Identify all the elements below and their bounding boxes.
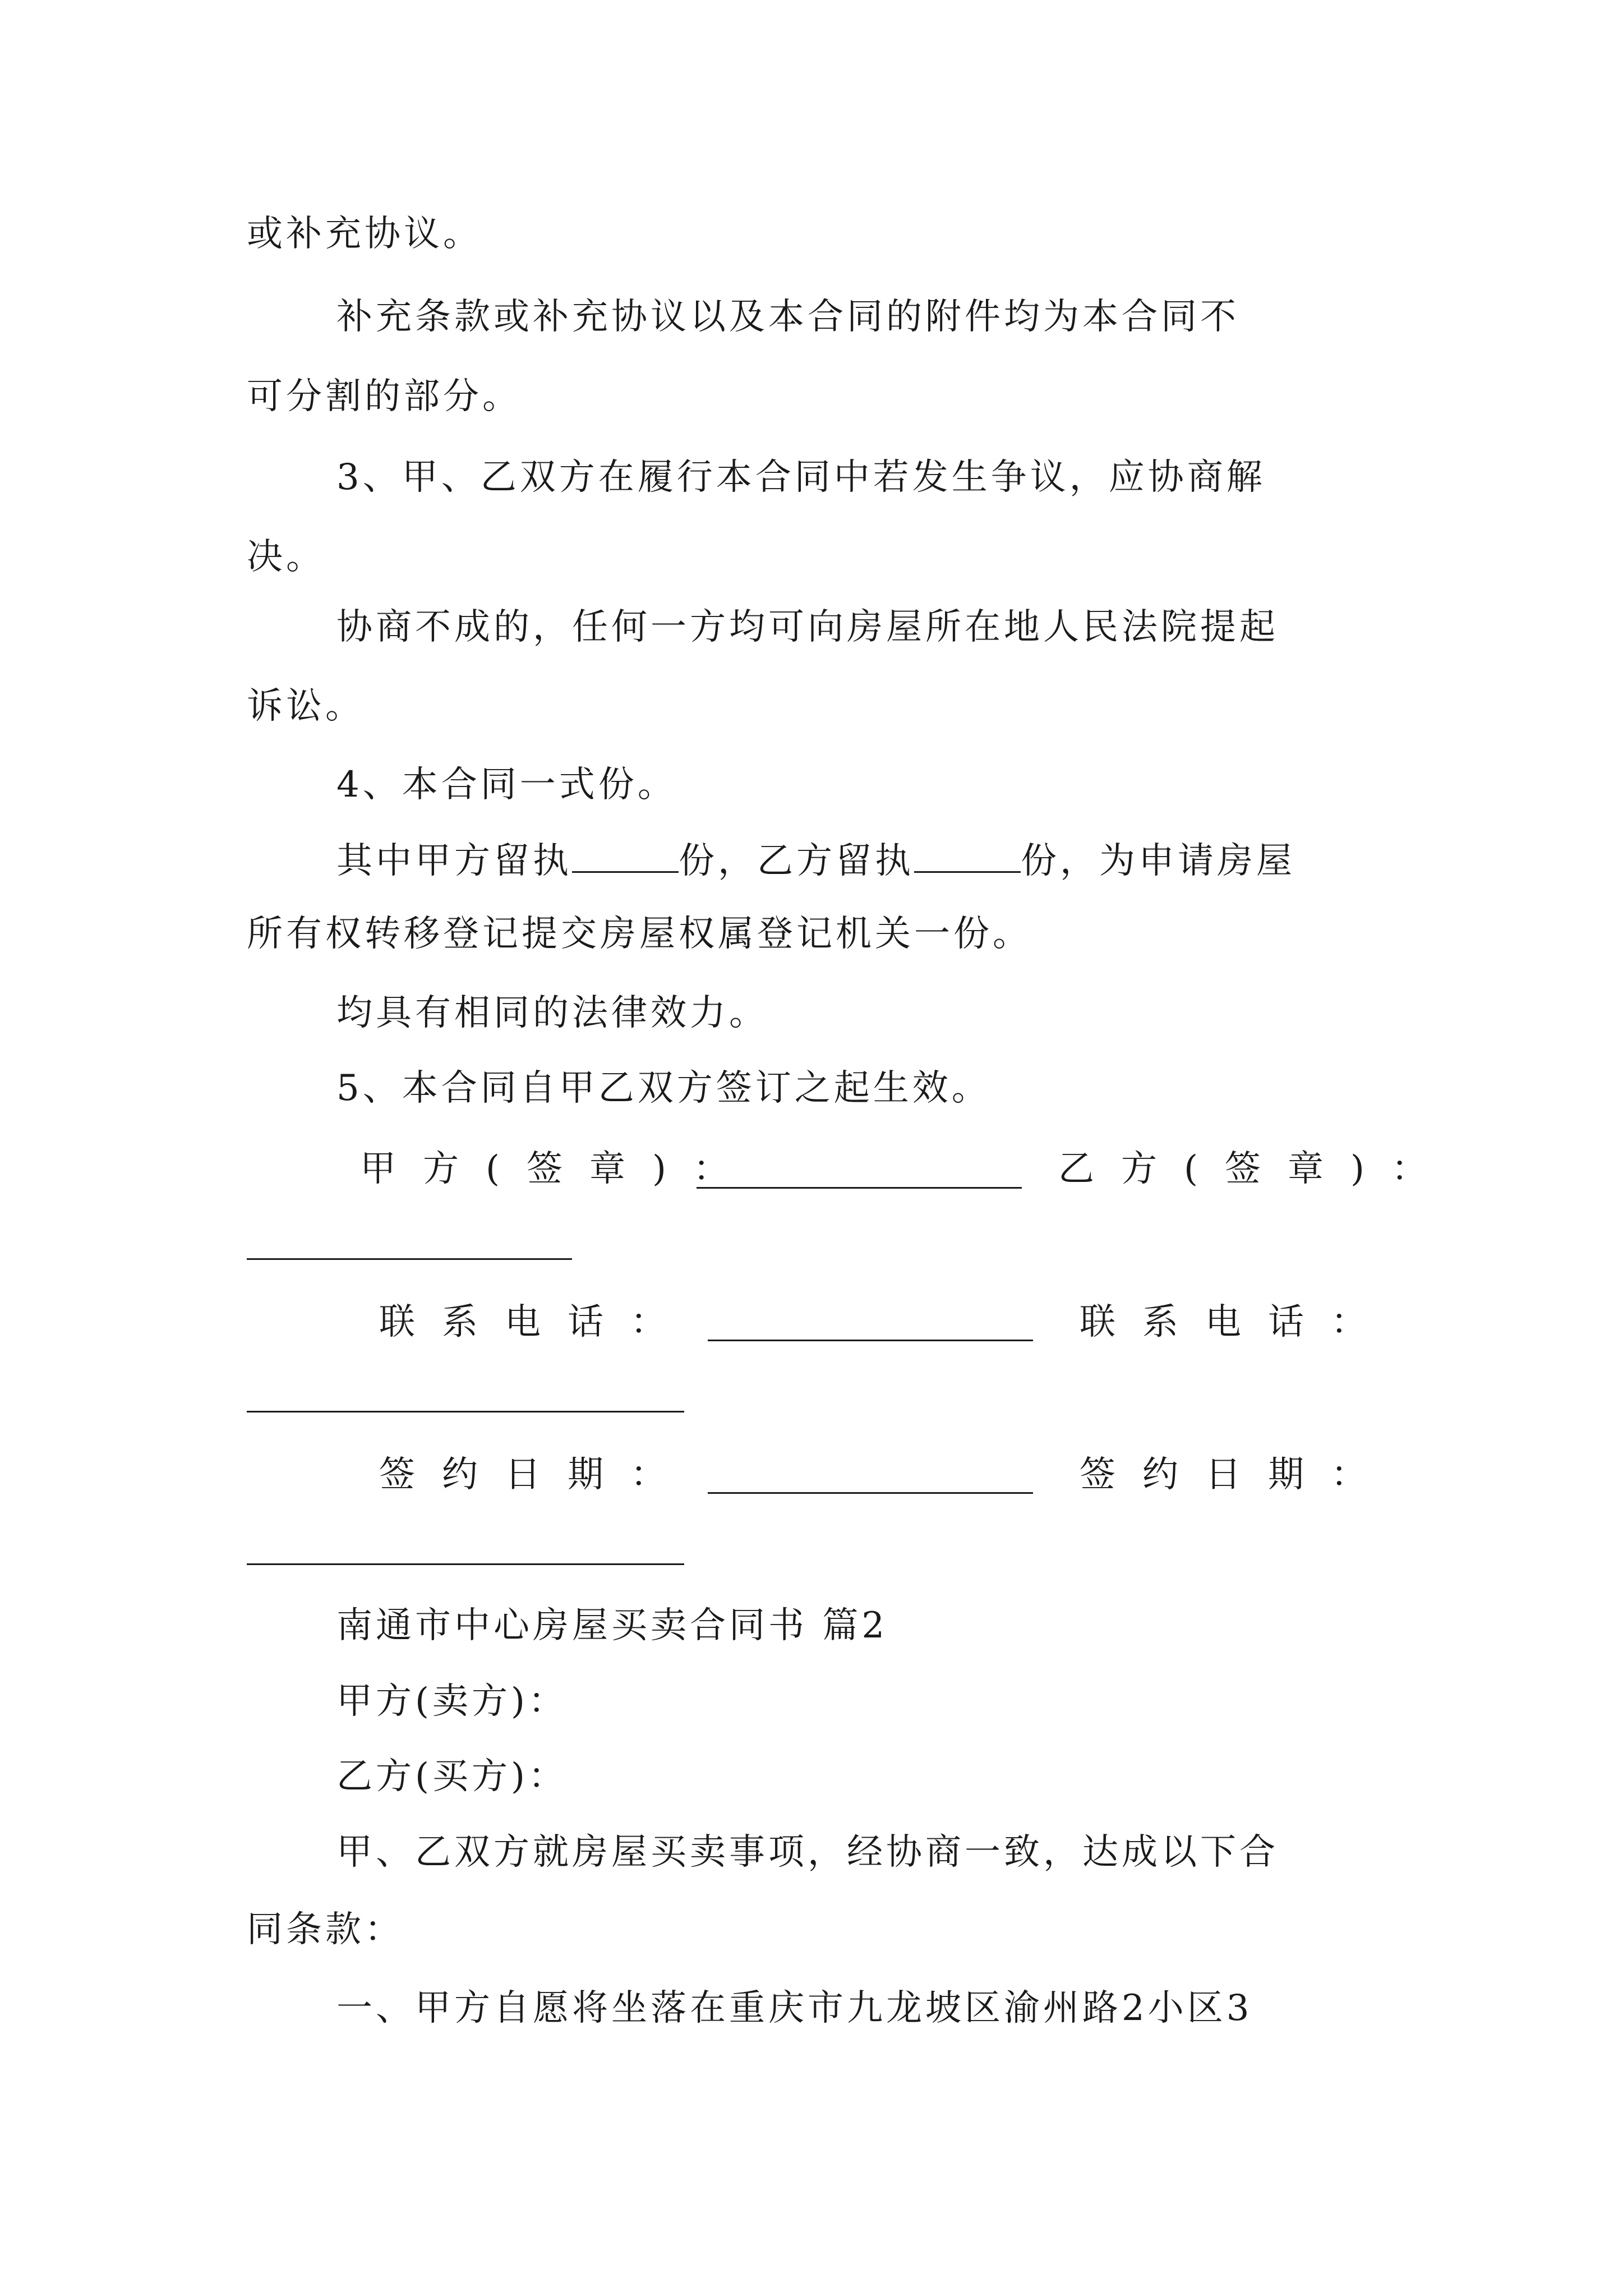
copies-line <box>336 840 1295 882</box>
party-a-seal-label: 甲方(签章)： <box>360 1148 756 1190</box>
date-b-label: 签约日期： <box>1080 1454 1394 1496</box>
text-line: 或补充协议。 <box>247 213 482 255</box>
section-title: 南通市中心房屋买卖合同书 篇2 <box>336 1605 888 1646</box>
text-line: 补充条款或补充协议以及本合同的附件均为本合同不 <box>336 296 1239 338</box>
fill-blank[interactable] <box>914 840 1021 873</box>
phone-b-label: 联系电话： <box>1080 1301 1394 1343</box>
copies-text-a: 其中甲方留执 <box>336 840 572 882</box>
fill-blank[interactable] <box>572 840 679 873</box>
party-a-seal-field[interactable] <box>697 1187 1022 1189</box>
text-line: 诉讼。 <box>247 685 365 727</box>
copies-text-c: 份，为申请房屋 <box>1021 840 1295 882</box>
phone-a-field[interactable] <box>708 1340 1033 1341</box>
text-line: 可分割的部分。 <box>247 376 522 417</box>
text-line: 3、甲、乙双方在履行本合同中若发生争议，应协商解 <box>336 457 1266 498</box>
phone-b-field[interactable] <box>247 1411 684 1412</box>
text-line: 4、本合同一式份。 <box>336 764 677 806</box>
party-b-seal-label: 乙方(签章)： <box>1058 1148 1454 1190</box>
text-line: 甲、乙双方就房屋买卖事项，经协商一致，达成以下合 <box>336 1832 1279 1873</box>
text-line: 协商不成的，任何一方均可向房屋所在地人民法院提起 <box>336 606 1279 648</box>
buyer-line: 乙方(买方)： <box>336 1756 568 1797</box>
text-line: 同条款： <box>247 1909 404 1950</box>
text-line: 所有权转移登记提交房屋权属登记机关一份。 <box>247 913 1032 955</box>
date-a-field[interactable] <box>708 1492 1033 1494</box>
seller-line: 甲方(卖方)： <box>336 1681 568 1722</box>
date-b-field[interactable] <box>247 1563 684 1565</box>
phone-a-label: 联系电话： <box>379 1301 693 1343</box>
date-a-label: 签约日期： <box>379 1454 693 1496</box>
party-b-seal-field[interactable] <box>247 1258 572 1260</box>
text-line: 均具有相同的法律效力。 <box>336 992 768 1034</box>
text-line: 5、本合同自甲乙双方签订之起生效。 <box>336 1068 991 1109</box>
text-line: 一、甲方自愿将坐落在重庆市九龙坡区渝州路2小区3 <box>336 1987 1253 2029</box>
text-line: 决。 <box>247 536 325 578</box>
copies-text-b: 份，乙方留执 <box>679 840 914 882</box>
